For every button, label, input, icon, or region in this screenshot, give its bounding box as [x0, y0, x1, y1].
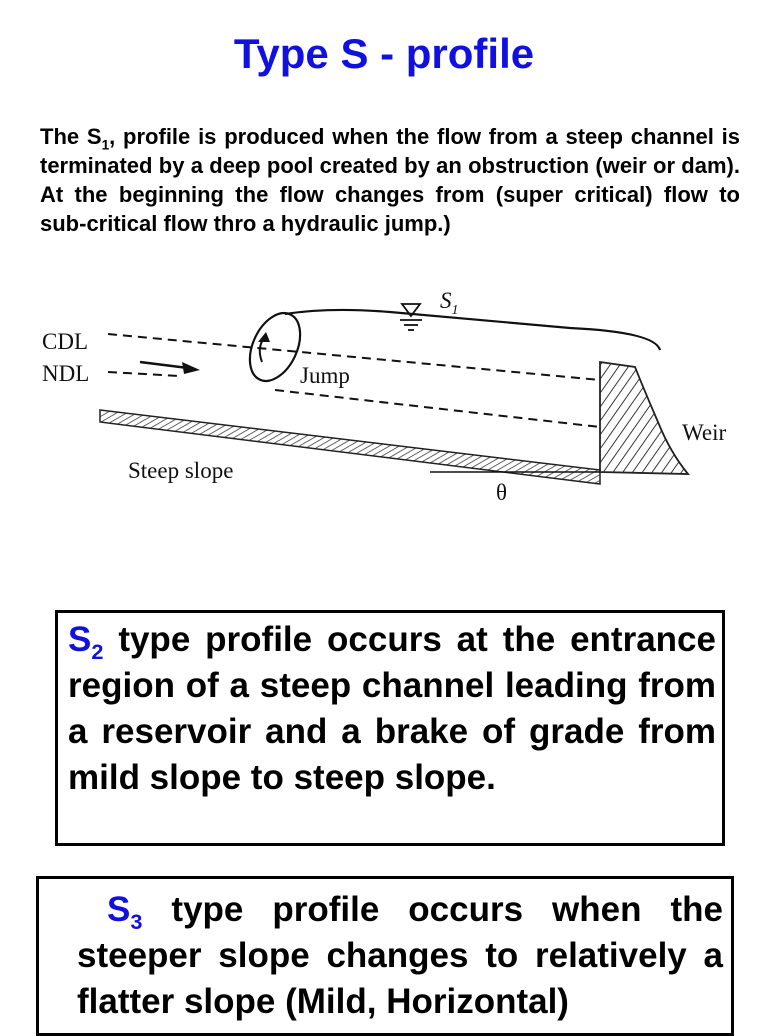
intro-text: , profile is produced when the flow from a steep channel is terminated by a deep pool created by an obstruction (weir or dam). At the beginning the flow changes from (super critical) flow to sub-critical flow thro a hydraulic jump.)	[40, 124, 740, 236]
flow-arrow-shaft	[140, 362, 188, 368]
ndl-line-left	[108, 372, 180, 376]
s3-description: type profile occurs when the steeper slope changes to relatively a flatter slope (Mild, Horizontal)	[77, 890, 723, 1021]
s1-water-surface	[285, 310, 660, 350]
label-s-sub: 1	[451, 303, 459, 318]
flow-arrow-head	[182, 362, 200, 374]
label-theta: θ	[496, 480, 508, 505]
label-s1	[440, 288, 459, 318]
weir	[600, 362, 688, 474]
label-steep-slope: Steep slope	[128, 458, 234, 483]
s2-description: type profile occurs at the entrance region of a steep channel leading from a reservoir and a brake of grade from mild slope to steep slope.	[68, 620, 716, 797]
label-weir: Weir	[682, 420, 727, 445]
s1-profile-diagram	[30, 272, 745, 542]
label-cdl: CDL	[42, 329, 88, 354]
s2-profile-box	[55, 610, 725, 846]
page-title: Type S - profile	[233, 30, 535, 77]
s3-profile-box	[36, 876, 734, 1036]
label-jump: Jump	[300, 363, 350, 388]
intro-prefix: The S	[40, 124, 102, 149]
ndl-line	[275, 390, 600, 427]
label-s: S	[440, 288, 452, 313]
s2-lead: $S_2$	[68, 620, 104, 664]
cdl-line	[108, 334, 600, 380]
s3-lead: $S_3$	[107, 890, 143, 934]
intro-subscript: 1	[101, 137, 110, 153]
intro-paragraph	[40, 122, 740, 238]
label-ndl: NDL	[42, 361, 90, 386]
